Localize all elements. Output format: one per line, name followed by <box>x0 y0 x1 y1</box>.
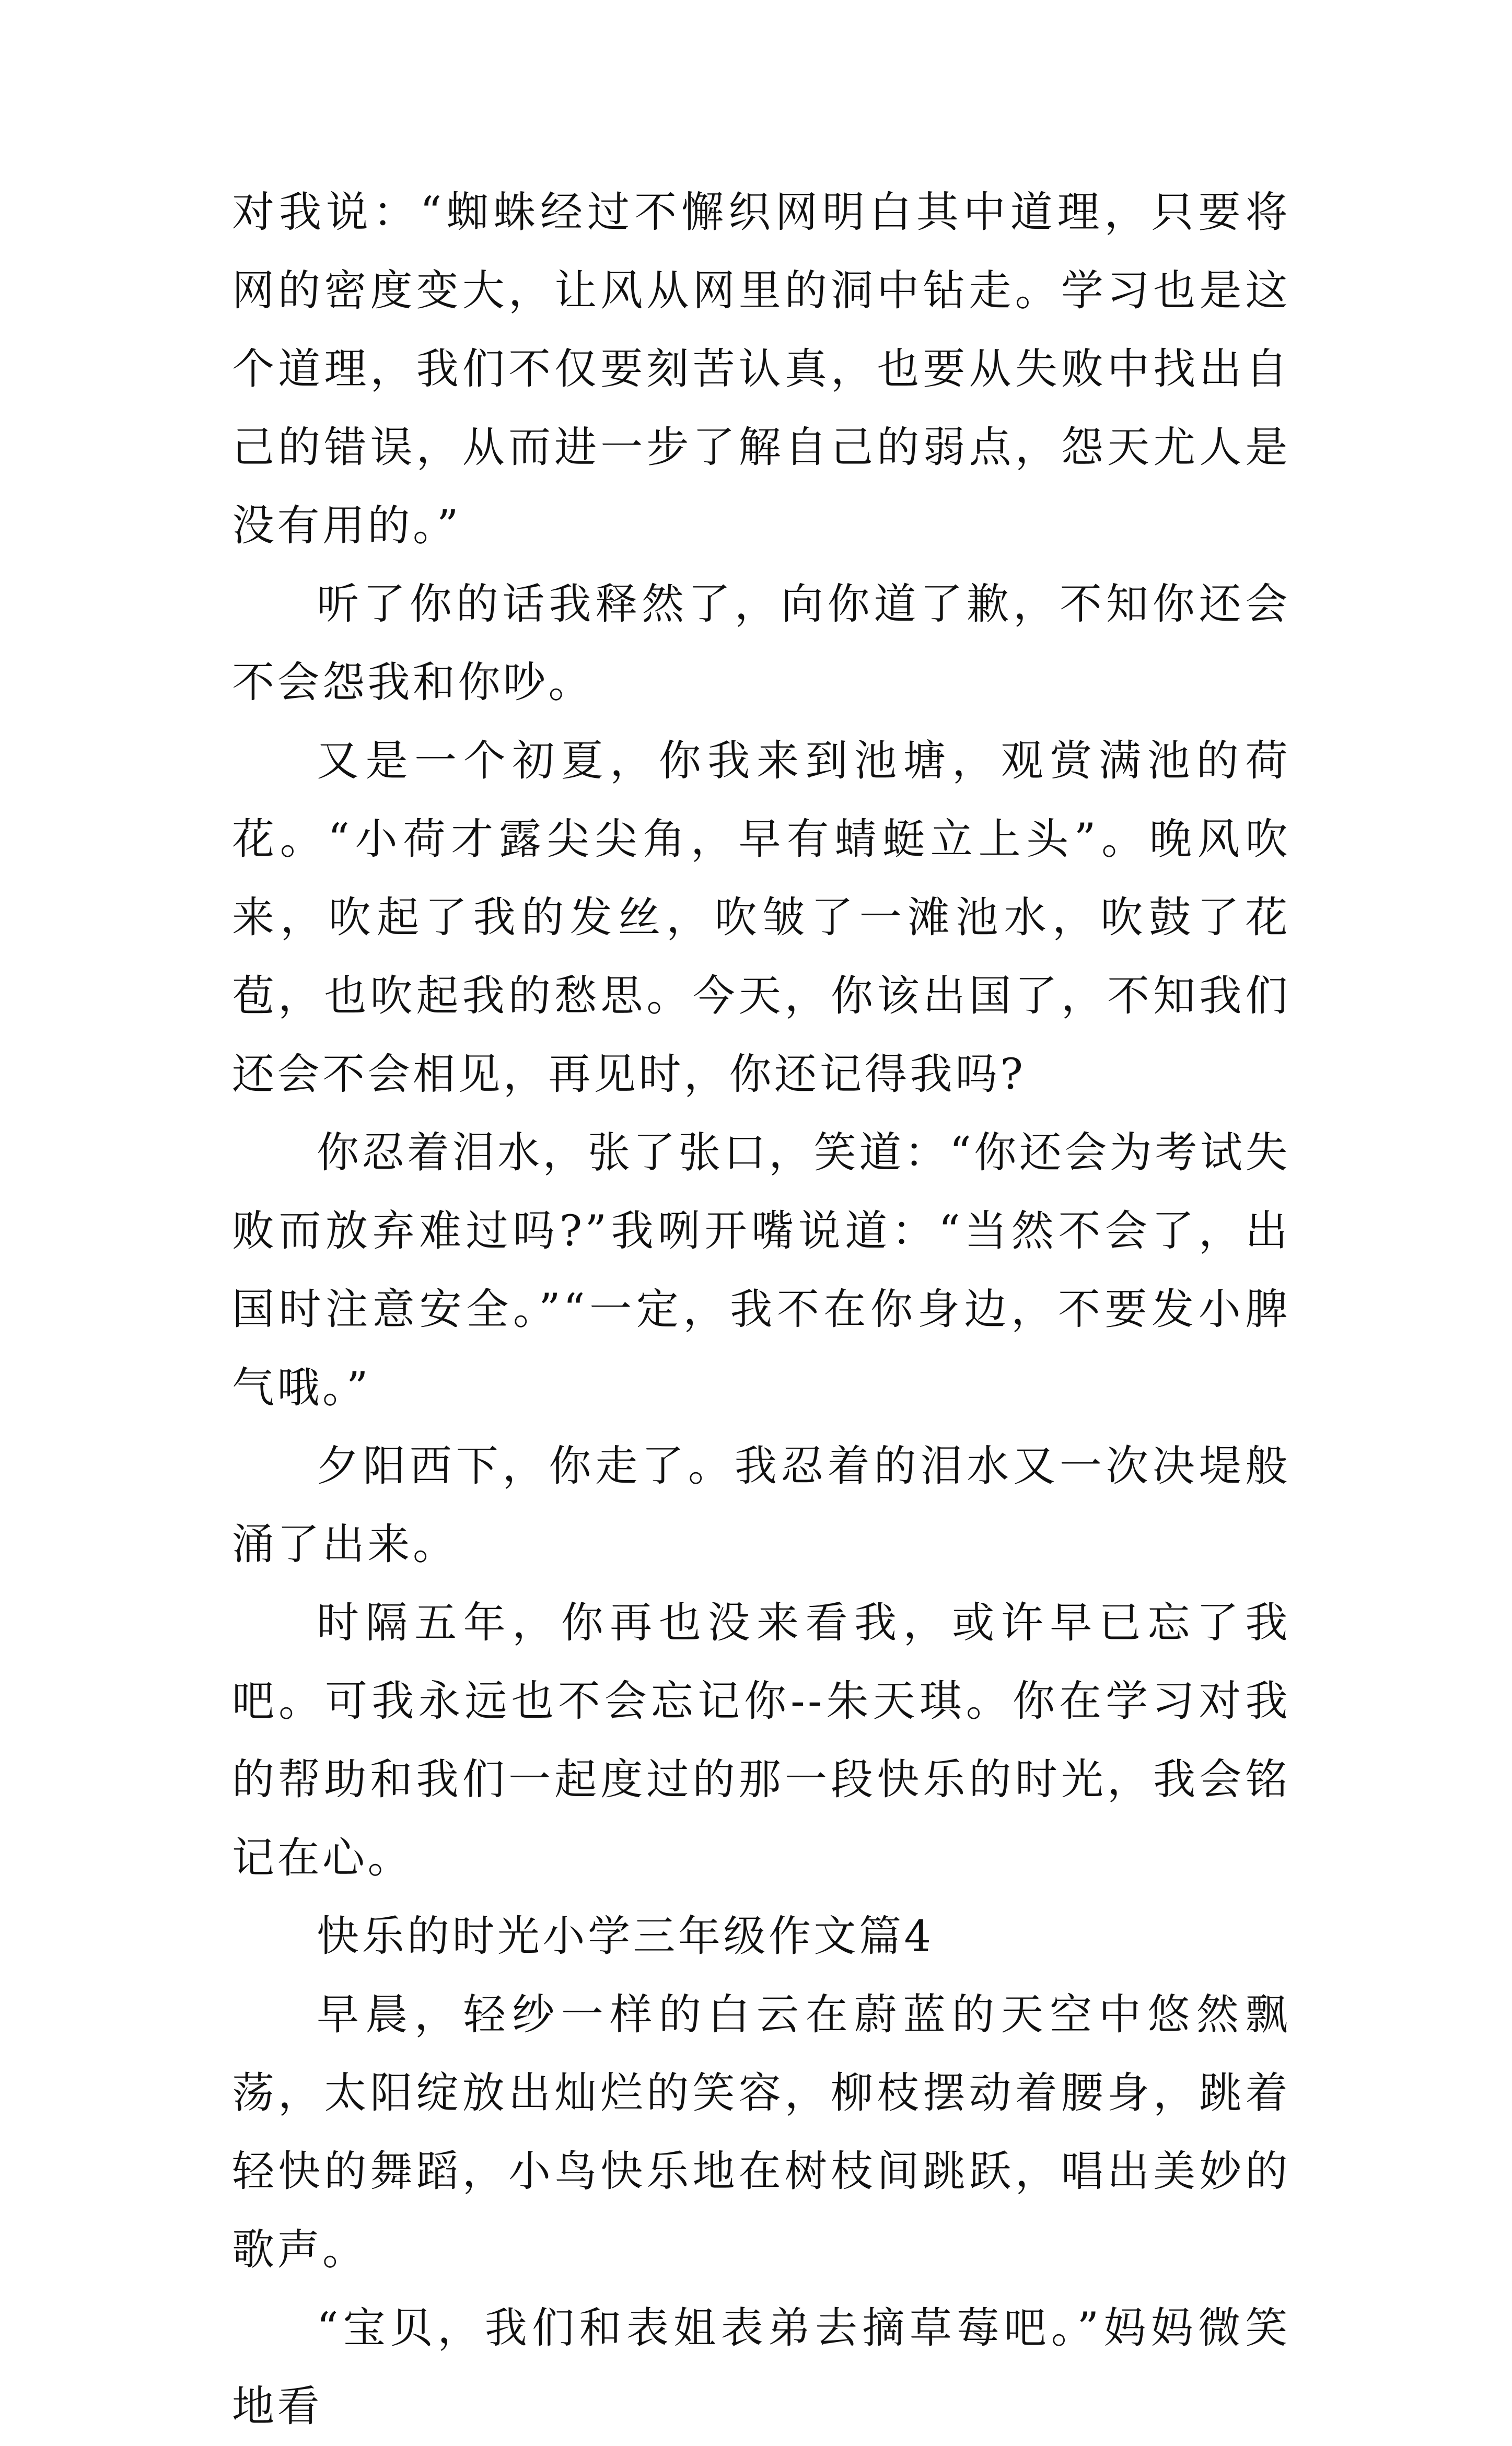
section-heading: 快乐的时光小学三年级作文篇4 <box>317 1912 934 1961</box>
paragraph-6: 时隔五年，你再也没来看我，或许早已忘了我吧。可我永远也不会忘记你--朱天琪。你在学习对我的帮助和我们一起度过的那一段快乐的时光，我会铭记在心。 <box>232 1599 1290 1883</box>
paragraph-1: 对我说：“蜘蛛经过不懈织网明白其中道理，只要将网的密度变大，让风从网里的洞中钻走。学习也是这个道理，我们不仅要刻苦认真，也要从失败中找出自己的错误，从而进一步了解自己的弱点，怨天尤人是没有用的。” <box>232 188 1290 551</box>
paragraph-4: 你忍着泪水，张了张口，笑道：“你还会为考试失败而放弃难过吗?”我咧开嘴说道：“当然不会了，出国时注意安全。”“一定，我不在你身边，不要发小脾气哦。” <box>232 1128 1290 1413</box>
paragraph-3: 又是一个初夏，你我来到池塘，观赏满池的荷花。“小荷才露尖尖角，早有蜻蜓立上头”。晚风吹来，吹起了我的发丝，吹皱了一滩池水，吹鼓了花苞，也吹起我的愁思。今天，你该出国了，不知我们还会不会相见，再见时，你还记得我吗? <box>232 737 1290 1099</box>
paragraph-5: 夕阳西下，你走了。我忍着的泪水又一次决堤般涌了出来。 <box>232 1442 1290 1569</box>
paragraph-2: 听了你的话我释然了，向你道了歉，不知你还会不会怨我和你吵。 <box>232 580 1290 707</box>
paragraph-8: “宝贝，我们和表姐表弟去摘草莓吧。”妈妈微笑地看 <box>232 2304 1290 2431</box>
document-body <box>232 173 1290 2446</box>
paragraph-7: 早晨，轻纱一样的白云在蔚蓝的天空中悠然飘荡，太阳绽放出灿烂的笑容，柳枝摆动着腰身，跳着轻快的舞蹈，小鸟快乐地在树枝间跳跃，唱出美妙的歌声。 <box>232 1990 1290 2275</box>
